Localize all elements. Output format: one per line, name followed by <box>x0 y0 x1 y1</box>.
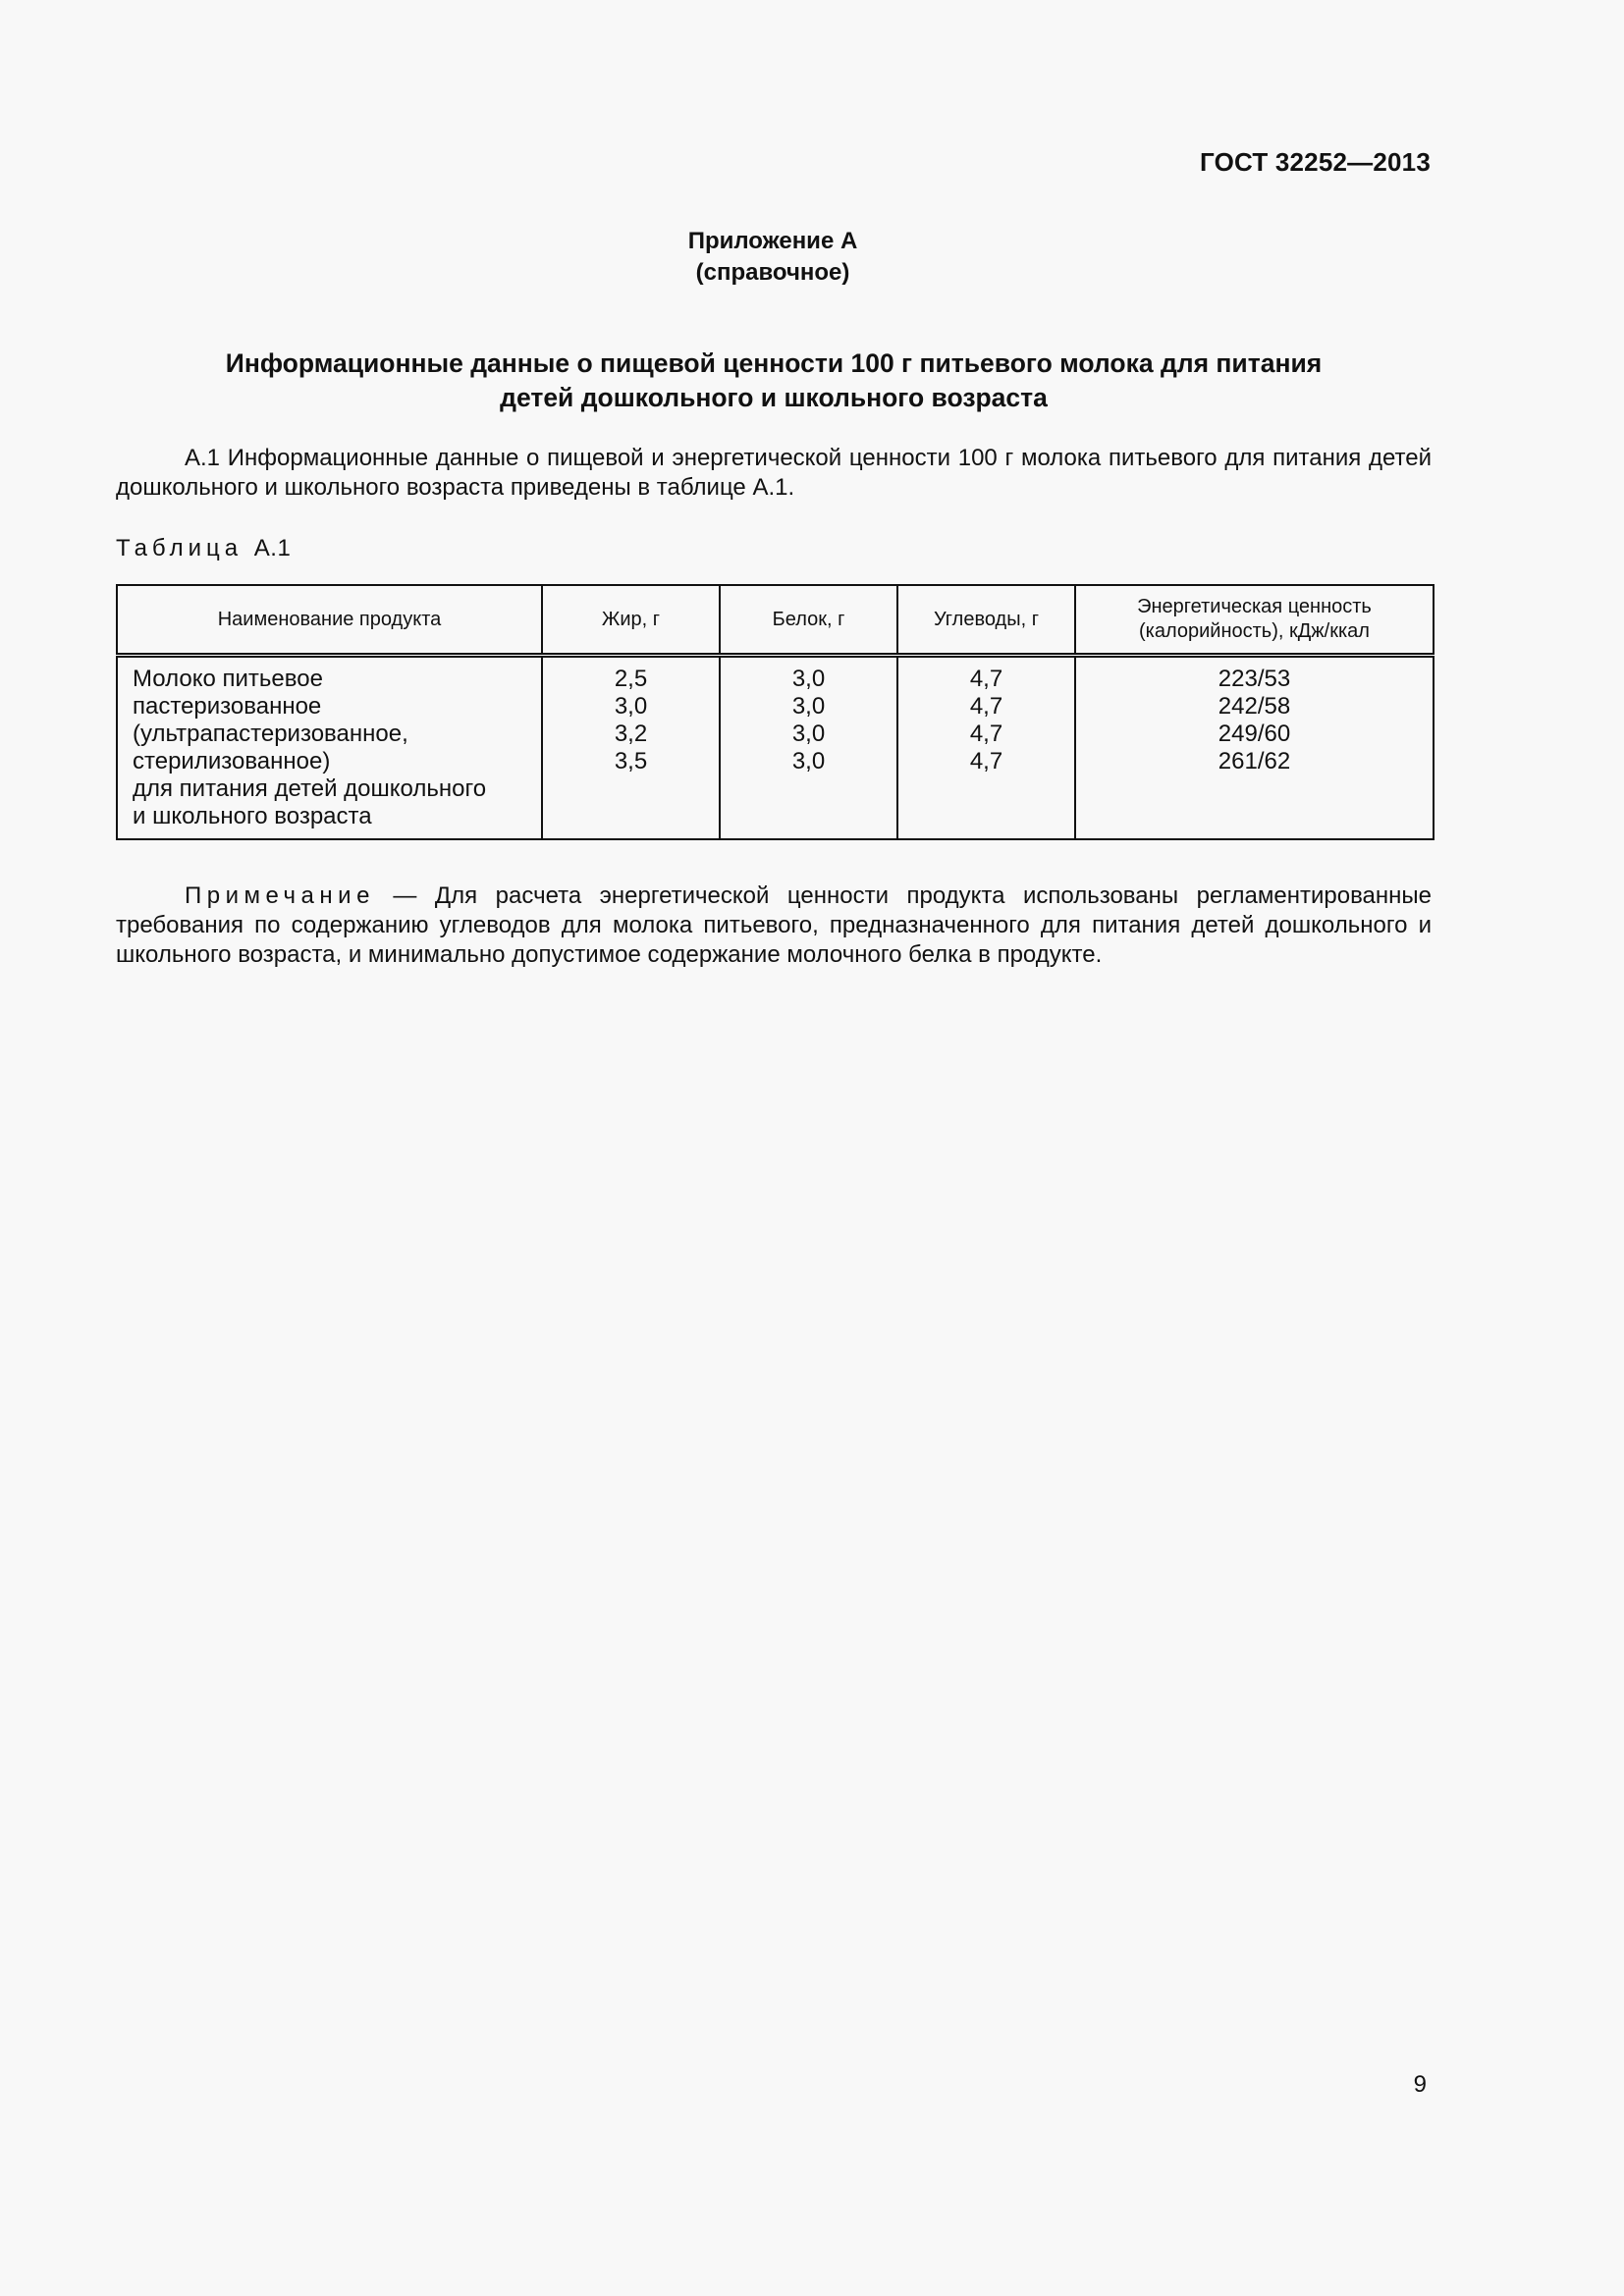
cell-carbohydrates <box>897 656 1075 840</box>
table-row <box>117 656 1434 840</box>
product-name-line: и школьного возраста <box>133 803 372 829</box>
fat-value: 2,5 <box>614 666 648 692</box>
appendix-title: Приложение А <box>687 228 858 254</box>
header-protein: Белок, г <box>720 585 897 656</box>
appendix-heading <box>0 226 1545 289</box>
fat-value: 3,5 <box>614 748 648 774</box>
carbohydrates-value: 4,7 <box>969 666 1003 692</box>
table-caption-label: Таблица <box>116 535 244 561</box>
product-name-line: для питания детей дошкольного <box>133 775 487 802</box>
intro-paragraph: А.1 Информационные данные о пищевой и энергетической ценности 100 г молока питьевого для питания детей дошкольного и школьного возраста приведены в таблице А.1. <box>116 445 1432 501</box>
energy-value: 242/58 <box>1218 693 1291 720</box>
protein-value: 3,0 <box>791 748 826 774</box>
cell-product-name <box>117 656 542 840</box>
note-label: Примечание <box>185 882 375 909</box>
carbohydrates-value: 4,7 <box>969 748 1003 774</box>
document-title-line-2: детей дошкольного и школьного возраста <box>500 383 1048 412</box>
fat-value: 3,0 <box>614 693 648 720</box>
standard-code: ГОСТ 32252—2013 <box>1200 147 1431 177</box>
protein-value: 3,0 <box>791 693 826 720</box>
document-title-line-1: Информационные данные о пищевой ценности 100 г питьевого молока для питания <box>225 348 1323 378</box>
product-name-line: (ультрапастеризованное, <box>133 721 408 747</box>
table-note <box>116 881 1432 970</box>
cell-fat <box>542 656 720 840</box>
product-name-line: Молоко питьевое <box>133 666 323 692</box>
table-caption <box>116 535 291 562</box>
table-caption-number: А.1 <box>253 535 292 561</box>
nutrition-table <box>116 584 1435 840</box>
page-number: 9 <box>1413 2071 1427 2098</box>
header-product-name: Наименование продукта <box>117 585 542 656</box>
header-carbohydrates: Углеводы, г <box>897 585 1075 656</box>
header-fat: Жир, г <box>542 585 720 656</box>
carbohydrates-value: 4,7 <box>969 721 1003 747</box>
cell-protein <box>720 656 897 840</box>
appendix-type: (справочное) <box>695 259 850 286</box>
energy-value: 261/62 <box>1218 748 1291 774</box>
product-name-line: пастеризованное <box>133 693 322 720</box>
energy-value: 249/60 <box>1218 721 1291 747</box>
cell-energy <box>1075 656 1434 840</box>
protein-value: 3,0 <box>791 666 826 692</box>
header-energy: Энергетическая ценность (калорийность), кДж/ккал <box>1075 585 1434 656</box>
energy-value: 223/53 <box>1218 666 1291 692</box>
fat-value: 3,2 <box>614 721 648 747</box>
table-header-row <box>117 585 1434 656</box>
note-text: — Для расчета энергетической ценности продукта использованы регламентированные требования по содержанию углеводов для молока питьевого, предназначенного для питания детей дошкольного и школьного возраста, и минимально допустимое содержание молочного белка в продукте. <box>116 882 1433 968</box>
product-name-line: стерилизованное) <box>133 748 331 774</box>
protein-value: 3,0 <box>791 721 826 747</box>
document-title <box>116 347 1432 415</box>
carbohydrates-value: 4,7 <box>969 693 1003 720</box>
